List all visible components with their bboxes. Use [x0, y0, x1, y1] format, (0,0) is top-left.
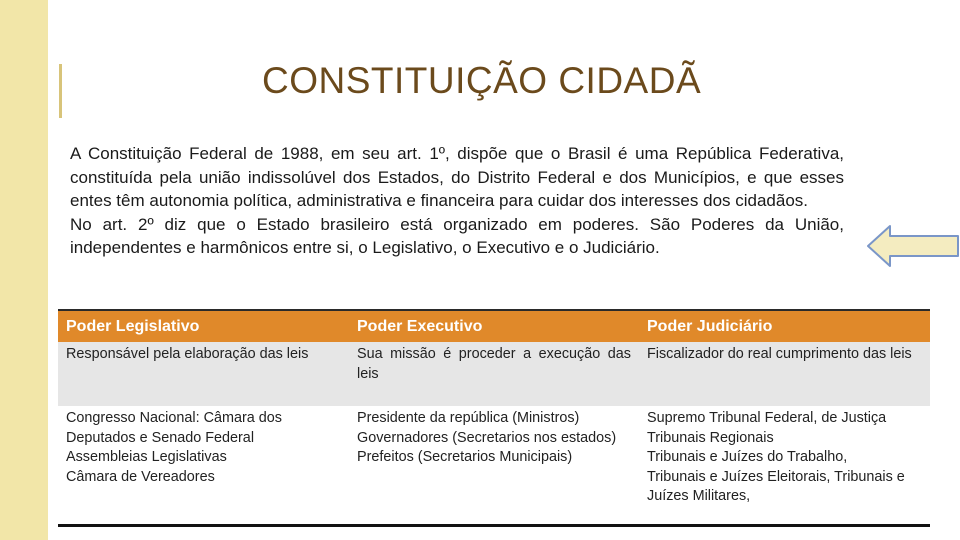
organ-item: Supremo Tribunal Federal, de Justiça [647, 410, 887, 426]
header-judiciario: Poder Judiciário [639, 310, 930, 342]
cell-judiciario-role: Fiscalizador do real cumprimento das leis [639, 342, 930, 406]
cell-judiciario-organs [639, 406, 930, 526]
table-row [58, 406, 930, 526]
organ-item: Assembleias Legislativas [66, 449, 227, 465]
organ-item: Presidente da república (Ministros) [357, 410, 580, 426]
organ-item: Câmara de Vereadores [66, 468, 215, 485]
title-accent-line [59, 64, 62, 118]
paragraph-art-2: No art. 2º diz que o Estado brasileiro está organizado em poderes. São Poderes da União, independentes e harmônicos entre si, o Legislativo, o Executivo e o Judiciário. [70, 214, 844, 257]
header-executivo: Poder Executivo [349, 310, 639, 342]
header-legislativo: Poder Legislativo [58, 310, 349, 342]
powers-table [58, 309, 930, 527]
organ-item: Prefeitos (Secretarios Municipais) [357, 449, 573, 465]
left-arrow-icon [866, 224, 960, 268]
cell-legislativo-organs [58, 406, 349, 526]
cell-executivo-organs [349, 406, 639, 526]
cell-executivo-role: Sua missão é proceder a execução das leis [349, 342, 639, 406]
left-decorative-band [0, 0, 48, 540]
organ-item: Tribunais Regionais [647, 429, 774, 446]
organ-item: Tribunais e Juízes Eleitorais, Tribunais e Juízes Militares, [647, 468, 905, 504]
table-header-row [58, 310, 930, 342]
cell-legislativo-role: Responsável pela elaboração das leis [58, 342, 349, 406]
table-row [58, 342, 930, 406]
organ-item: Governadores (Secretarios nos estados) [357, 429, 617, 446]
organ-item: Congresso Nacional: Câmara dos Deputados e Senado Federal [66, 410, 282, 446]
body-text [70, 142, 844, 260]
organ-item: Tribunais e Juízes do Trabalho, [647, 449, 848, 465]
page-title: CONSTITUIÇÃO CIDADÃ [262, 60, 702, 101]
paragraph-art-1: A Constituição Federal de 1988, em seu art. 1º, dispõe que o Brasil é uma República Federativa, constituída pela união indissolúvel dos Estados, do Distrito Federal e dos Municípios, e que esses entes têm autonomia política, administrativa e financeira para cuidar dos interesses dos cidadãos. [70, 144, 844, 210]
